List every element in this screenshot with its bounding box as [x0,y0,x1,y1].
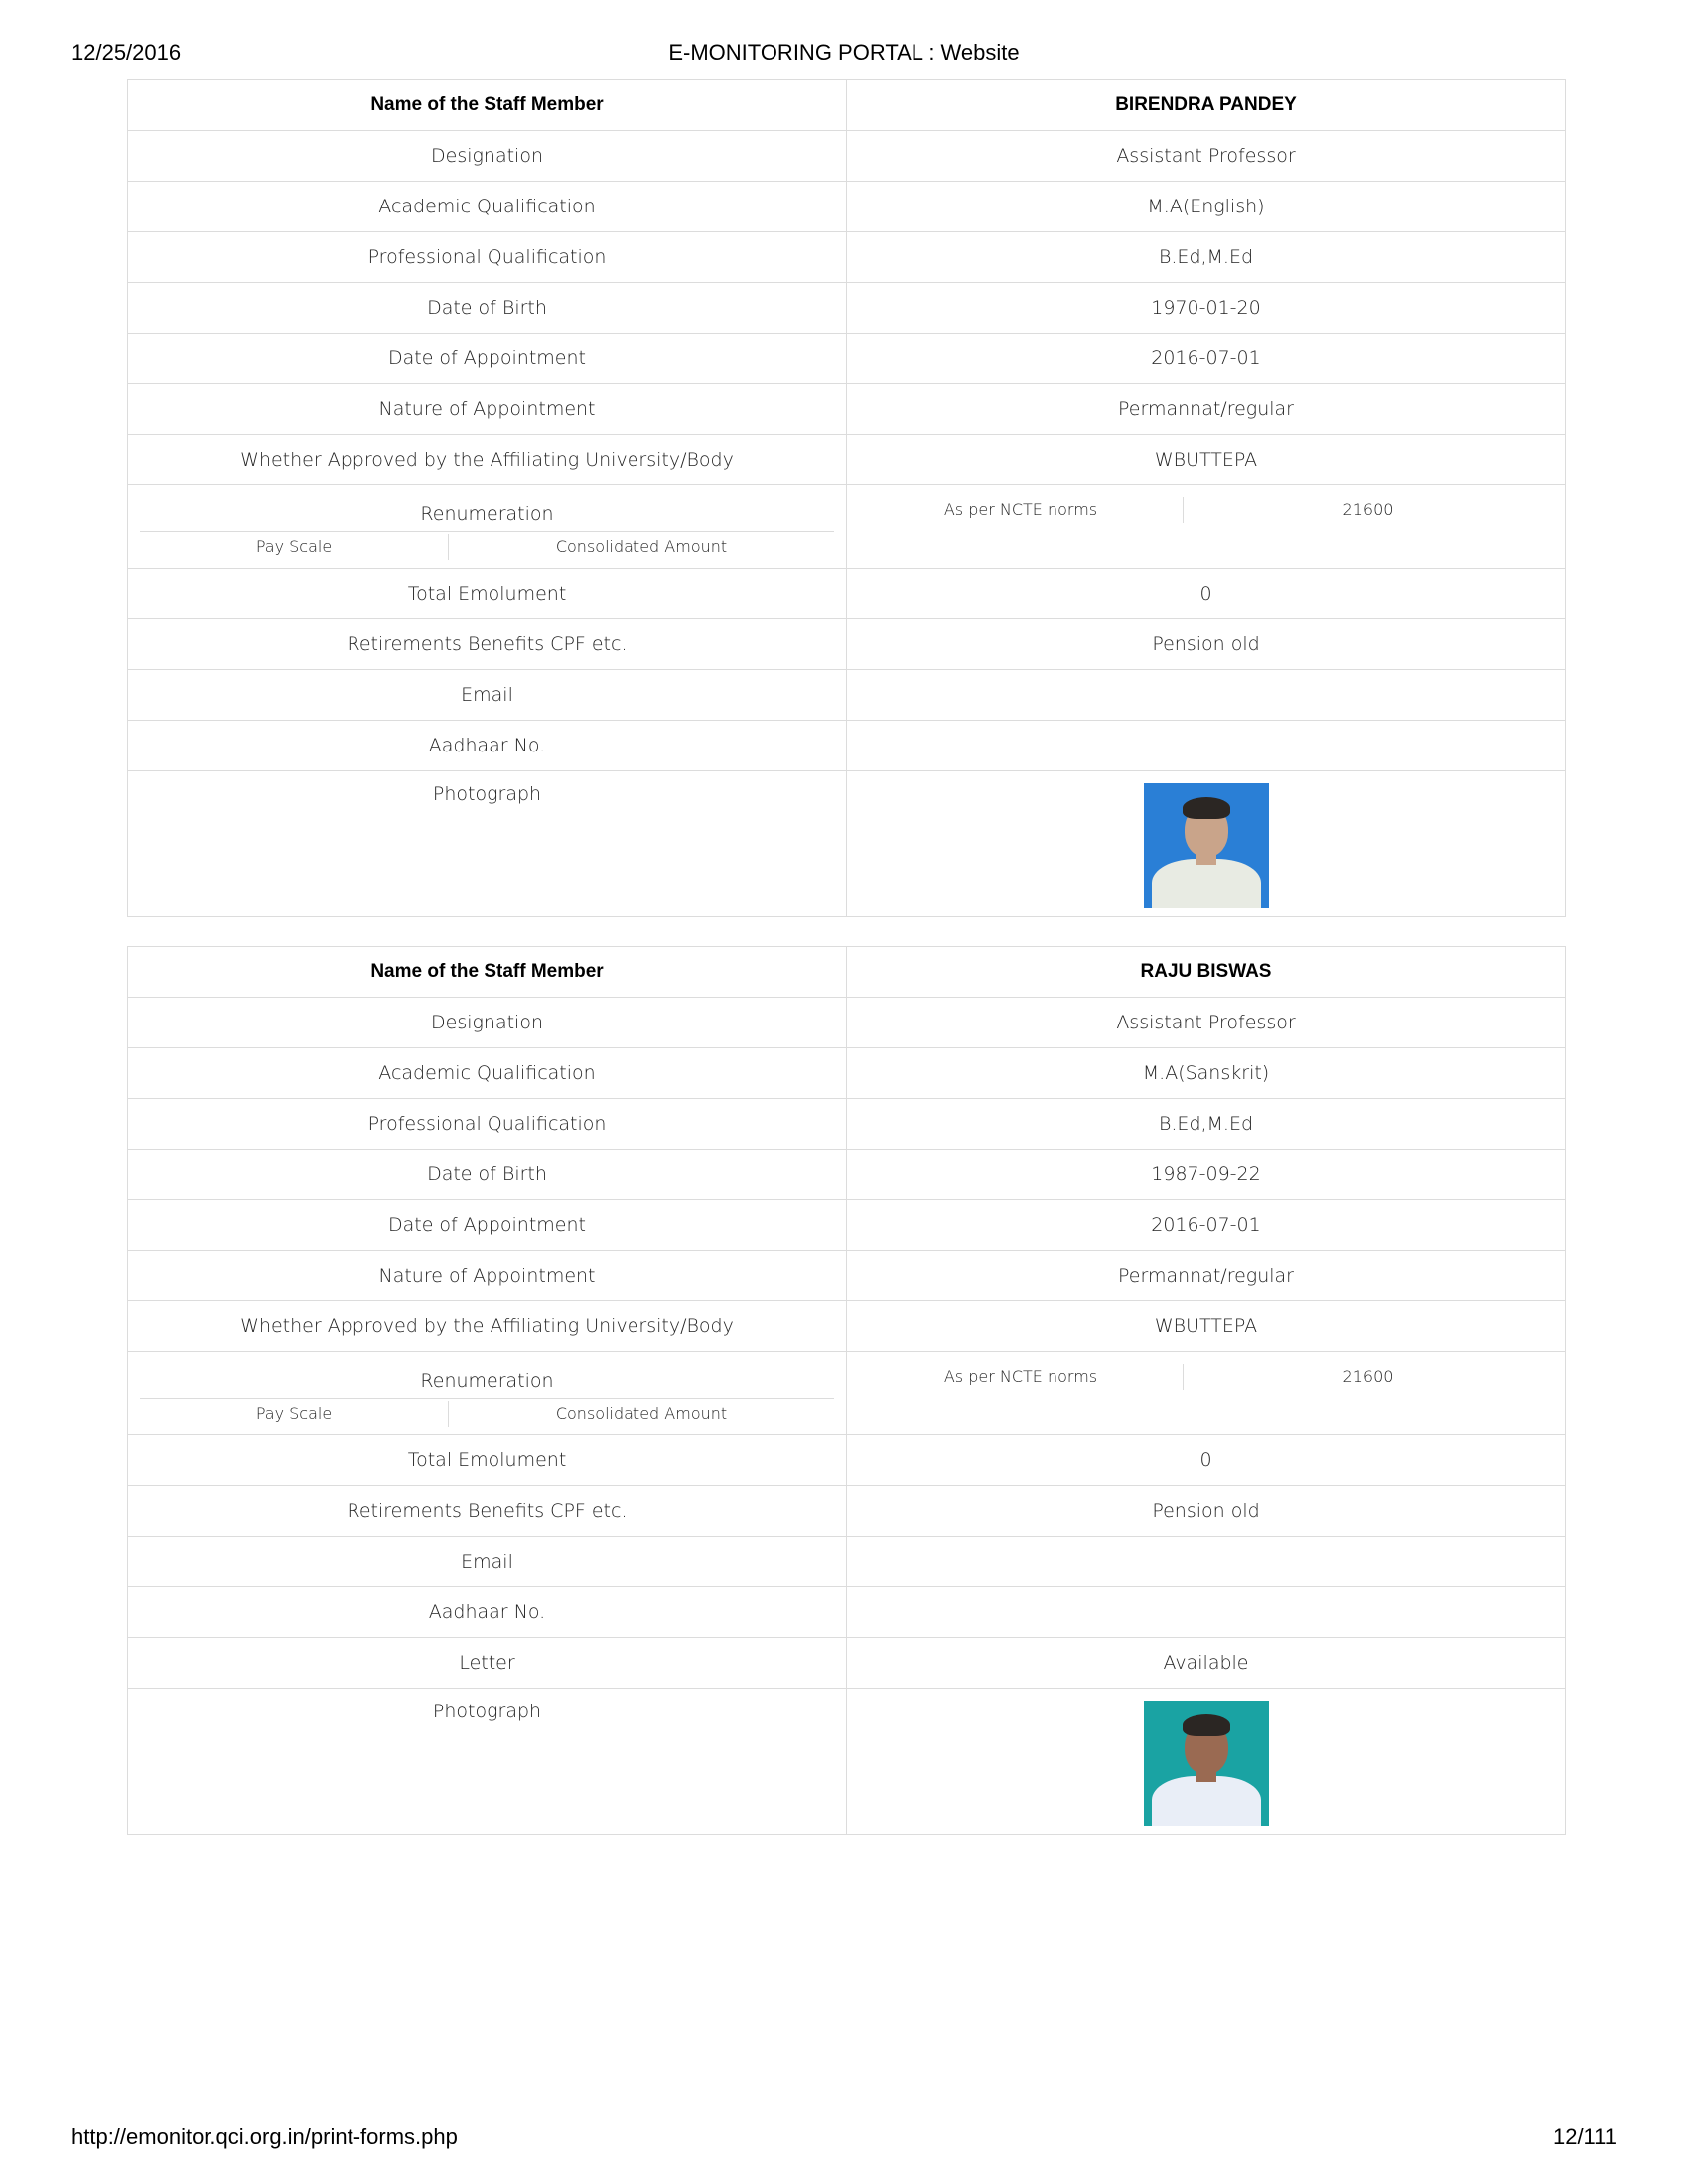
value-letter: Available [847,1638,1566,1689]
table-row [128,334,1566,384]
renumeration-label-cell [128,1352,847,1435]
value-dob: 1987-09-22 [847,1150,1566,1200]
staff-name: BIRENDRA PANDEY [847,80,1566,131]
label-renumeration: Renumeration [420,503,554,525]
label-name: Name of the Staff Member [128,80,847,131]
value-designation: Assistant Professor [847,998,1566,1048]
label-doa: Date of Appointment [128,334,847,384]
value-consolidated: 21600 [1342,1367,1394,1386]
value-total: 0 [847,1435,1566,1486]
staff-table-2 [127,946,1566,1835]
table-row [128,384,1566,435]
photograph-cell [847,1689,1566,1835]
staff-photo [1144,1701,1269,1826]
page-number: 12/111 [1552,2124,1617,2149]
label-photograph-cell [128,1689,847,1835]
label-dob: Date of Birth [128,1150,847,1200]
table-row [128,1200,1566,1251]
table-row [128,998,1566,1048]
value-academic: M.A(Sanskrit) [847,1048,1566,1099]
label-total: Total Emolument [128,1435,847,1486]
table-row [128,182,1566,232]
table-row [128,1587,1566,1638]
label-nature: Nature of Appointment [128,384,847,435]
table-row [128,1048,1566,1099]
value-professional: B.Ed,M.Ed [847,232,1566,283]
table-row [128,1486,1566,1537]
value-total: 0 [847,569,1566,619]
label-designation: Designation [128,998,847,1048]
renumeration-subheader [140,1398,834,1429]
value-professional: B.Ed,M.Ed [847,1099,1566,1150]
label-professional: Professional Qualification [128,1099,847,1150]
renumeration-values [859,485,1553,525]
photograph-cell [847,771,1566,917]
value-designation: Assistant Professor [847,131,1566,182]
renumeration-value-cell [847,485,1566,569]
value-pay-scale: As per NCTE norms [859,1364,1184,1390]
table-row [128,670,1566,721]
renumeration-values [859,1352,1553,1392]
table-row [128,485,1566,569]
table-row [128,283,1566,334]
label-letter: Letter [128,1638,847,1689]
table-row [128,1689,1566,1835]
label-photograph: Photograph [432,1701,542,1722]
table-row [128,1537,1566,1587]
label-designation: Designation [128,131,847,182]
label-photograph: Photograph [432,783,542,805]
photo-hair [1183,1714,1230,1736]
value-nature: Permannat/regular [847,384,1566,435]
label-renumeration: Renumeration [420,1370,554,1392]
table-row [128,1301,1566,1352]
value-email [847,670,1566,721]
label-consolidated: Consolidated Amount [555,537,728,556]
value-retirement: Pension old [847,619,1566,670]
renumeration-label-cell [128,485,847,569]
table-row [128,619,1566,670]
photo-shirt [1152,859,1261,908]
value-academic: M.A(English) [847,182,1566,232]
label-aadhaar: Aadhaar No. [128,1587,847,1638]
label-academic: Academic Qualification [128,182,847,232]
label-approved: Whether Approved by the Affiliating University/Body [128,1301,847,1352]
table-row [128,721,1566,771]
value-approved: WBUTTEPA [847,435,1566,485]
value-dob: 1970-01-20 [847,283,1566,334]
label-email: Email [128,670,847,721]
value-pay-scale: As per NCTE norms [859,497,1184,523]
photo-shirt [1152,1776,1261,1826]
value-retirement: Pension old [847,1486,1566,1537]
value-aadhaar [847,721,1566,771]
label-dob: Date of Birth [128,283,847,334]
value-consolidated: 21600 [1342,500,1394,519]
label-consolidated: Consolidated Amount [555,1404,728,1423]
table-row [128,435,1566,485]
value-doa: 2016-07-01 [847,1200,1566,1251]
print-date: 12/25/2016 [71,40,182,65]
page-url[interactable]: http://emonitor.qci.org.in/print-forms.php [71,2124,458,2149]
label-doa: Date of Appointment [128,1200,847,1251]
value-nature: Permannat/regular [847,1251,1566,1301]
label-email: Email [128,1537,847,1587]
renumeration-subheader [140,531,834,562]
table-row [128,1352,1566,1435]
staff-name: RAJU BISWAS [847,947,1566,998]
table-row [128,1150,1566,1200]
table-row [128,771,1566,917]
label-aadhaar: Aadhaar No. [128,721,847,771]
page-footer [71,2124,1617,2154]
label-total: Total Emolument [128,569,847,619]
page-header [71,40,1617,69]
table-row [128,131,1566,182]
label-pay-scale: Pay Scale [140,1401,449,1427]
label-name: Name of the Staff Member [128,947,847,998]
photo-hair [1183,797,1230,819]
table-row [128,80,1566,131]
label-academic: Academic Qualification [128,1048,847,1099]
label-pay-scale: Pay Scale [140,534,449,560]
table-row [128,569,1566,619]
label-professional: Professional Qualification [128,232,847,283]
label-nature: Nature of Appointment [128,1251,847,1301]
staff-table-1 [127,79,1566,917]
table-row [128,232,1566,283]
table-row [128,1099,1566,1150]
staff-photo [1144,783,1269,908]
table-row [128,1251,1566,1301]
value-aadhaar [847,1587,1566,1638]
label-approved: Whether Approved by the Affiliating University/Body [128,435,847,485]
table-row [128,1638,1566,1689]
label-retirement: Retirements Benefits CPF etc. [128,1486,847,1537]
renumeration-value-cell [847,1352,1566,1435]
table-row [128,947,1566,998]
page-title: E-MONITORING PORTAL : Website [668,40,1020,65]
label-retirement: Retirements Benefits CPF etc. [128,619,847,670]
label-photograph-cell [128,771,847,917]
value-approved: WBUTTEPA [847,1301,1566,1352]
table-row [128,1435,1566,1486]
value-email [847,1537,1566,1587]
value-doa: 2016-07-01 [847,334,1566,384]
